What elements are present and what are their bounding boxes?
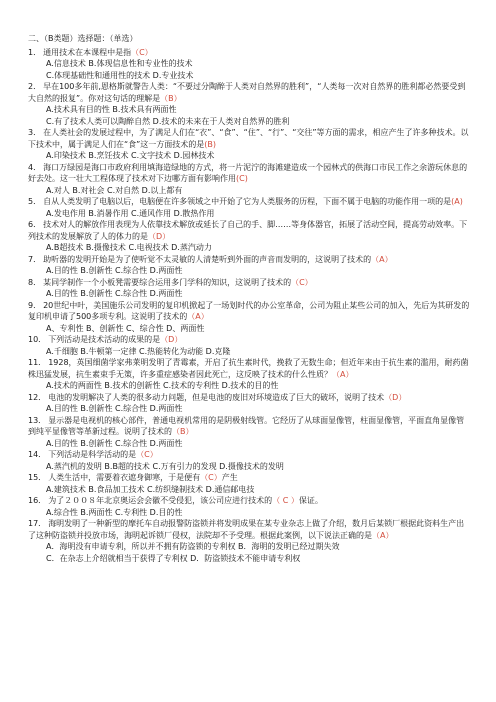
option-line: C.体现基础性和通用性的技术 D.专业技术 [46, 70, 194, 80]
answer-mark: （B） [160, 93, 182, 103]
question-stem [28, 518, 472, 541]
question-number: 12． [28, 392, 47, 402]
question-text: 20世纪中叶，美国施乐公司发明的复印机掀起了一场划时代的办公室革命，公司为阻止某些公司的加入，先后为其研发的复印机申请了500多项专利。这说明了技术的 [28, 300, 470, 321]
question-number: 17． [28, 519, 47, 528]
question-stem [28, 127, 472, 150]
answer-mark: （C） [200, 473, 222, 482]
question-number: 5． [28, 197, 42, 206]
question-stem [28, 472, 472, 484]
option-line: A.蒸汽机的发明 B.B超的技术 C.万有引力的发现 D.摄像技术的发明 [46, 461, 284, 471]
answer-mark: （A） [371, 254, 393, 264]
question-stem [28, 254, 472, 266]
answer-mark: （ C ） [272, 496, 299, 505]
question-number: 13． [28, 415, 47, 425]
question-number: 7． [28, 254, 42, 264]
option-line: A.印染技术 B.烹饪技术 C.文字技术 D.园林技术 [46, 151, 215, 160]
question-text: 技术对人的解放作用表现为人依靠技术解放或延长了自己的手、脚……等身体器官，拓展了活动空间，提高劳动效率。下列技术的发展解放了人的体力的是 [28, 220, 468, 241]
question-item [28, 277, 472, 300]
answer-mark: (B) [204, 139, 217, 149]
question-stem [28, 495, 472, 507]
question-text: 为了２００８年北京奥运会会徽不受侵犯，该公司应进行技术的 [48, 496, 273, 505]
question-item [28, 196, 472, 219]
question-number: 10． [28, 335, 47, 344]
question-item [28, 415, 472, 450]
question-number: 11． [28, 358, 47, 367]
question-number: 15． [28, 473, 47, 482]
question-item [28, 495, 472, 518]
question-stem [28, 219, 472, 242]
question-text: 1928，英国细菌学家弗莱明发明了青霉素，开启了抗生素时代，挽救了无数生命；但近年来由于抗生素的滥用，耐药菌株迅猛发展，抗生素束手无策，许多重症感染者因此死亡，这反映了技术的什么性质？ [28, 358, 469, 379]
question-text: 助听器的发明开始是为了使听觉不太灵敏的人清楚听到外面的声音而发明的，这说明了技术的 [43, 254, 372, 264]
question-item [28, 81, 472, 127]
question-text: 海明发明了一种新型的摩托车自动报警防盗锁并将发明成果在某专业杂志上做了介绍，数月后某锁厂根据此资料生产出了这种防盗锁并投放市场，海明起诉锁厂侵权，法院却不予受理。根据此案例，以下说法正确的是 [28, 519, 465, 540]
question-text: 海口万绿园是海口市政府利用填海造绿地的方式，将一片泥泞的海滩建造成一个园林式的供海口市民工作之余游玩休息的好去处。这一壮大工程体现了技术对下边哪方面有影响作用 [28, 162, 468, 183]
question-text-tail: 产生 [221, 473, 238, 482]
question-stem [28, 162, 472, 185]
question-item [28, 449, 472, 472]
question-number: 2． [28, 82, 42, 91]
question-item [28, 254, 472, 277]
question-stem [28, 81, 472, 104]
answer-mark: (C) [236, 174, 248, 183]
question-number: 14． [28, 450, 47, 459]
answer-mark: （A） [372, 530, 394, 540]
question-item [28, 300, 472, 335]
question-text: 某同学制作一个小板凳需要综合运用多门学科的知识，这说明了技术的 [43, 277, 292, 287]
question-stem [28, 357, 472, 380]
question-number: 8． [28, 277, 42, 287]
question-item [28, 162, 472, 197]
question-text: 自从人类发明了电脑以后，电脑便在许多领域之中开始了它为人类服务的历程，下面不属于电脑的功能作用一项的是 [43, 197, 452, 206]
answer-mark: （D） [148, 231, 171, 241]
question-number: 3． [28, 128, 42, 137]
question-text: 下列活动是技术活动的成果的是 [48, 335, 161, 344]
question-item [28, 334, 472, 357]
question-text: 人类生活中，需要着衣遮身御寒，于是便有 [48, 473, 201, 482]
question-item [28, 47, 472, 82]
question-text: 通用技术在本课程中是指 [43, 47, 132, 57]
answer-mark: （A） [332, 369, 354, 379]
question-stem [28, 277, 472, 289]
question-stem [28, 196, 472, 208]
question-number: 4． [28, 162, 42, 172]
question-number: 6． [28, 220, 42, 229]
question-text: 下列活动是科学活动的是 [48, 450, 137, 459]
question-stem [28, 300, 472, 323]
option-line: C.有了技术人类可以陶醉自然 D.技术的未来在于人类对自然界的胜利 [46, 116, 290, 126]
question-stem [28, 392, 472, 404]
question-item [28, 357, 472, 392]
question-text: 电池的发明解决了人类的很多动力问题，但是电池的废旧对环境造成了巨大的破坏，说明了技术 [48, 392, 385, 402]
answer-mark: （D） [384, 392, 407, 402]
option-line: A.目的性 B.创新性 C.综合性 D.两面性 [46, 266, 183, 275]
section-title: 二、（B类题）选择题：（单选） [28, 34, 138, 43]
option-line: A.千细胞 B.牛顿第一定律 C.热能转化为动能 D.克隆 [46, 346, 231, 356]
question-stem [28, 415, 472, 438]
answer-mark: （C） [136, 450, 158, 459]
option-line: A.对人 B.对社会 C.对自然 D.以上都有 [46, 185, 183, 195]
question-item [28, 518, 472, 564]
question-number: 9． [28, 300, 42, 310]
option-line: A.技术具有目的性 B.技术具有两面性 [46, 105, 177, 114]
answer-mark: （D） [160, 335, 183, 344]
question-text-tail: 保证。 [298, 496, 323, 505]
question-text: 显示器是电视机的核心部件，普通电视机常用的是阴极射线管。它经历了从球面显像管，柱面显像管，平面直角显像管到纯平显像管等革新过程。说明了技术的 [28, 415, 465, 436]
question-item [28, 219, 472, 254]
option-line: A.目的性 B.创新性 C.综合性 D.两面性 [46, 404, 183, 413]
question-list [28, 47, 472, 565]
question-number: 1． [28, 47, 42, 57]
answer-mark: （C） [131, 47, 153, 57]
answer-mark: （B） [172, 427, 194, 436]
option-line: A.建筑技术 B.食品加工技术 C.纺织缝制技术 D.通信邮电技 [46, 484, 255, 494]
option-line: A.综合性 B.两面性 C.专利性 D.目的性 [46, 507, 183, 517]
option-line: A.目的性 B.创新性 C.综合性 D.两面性 [46, 438, 183, 448]
question-stem [28, 449, 472, 461]
option-line: A.B超技术 B.摄像技术 C.电视技术 D.蒸汽动力 [46, 243, 212, 252]
option-line: C．在杂志上介绍就相当于获得了专利权 D．防盗锁技术不能申请专利权 [46, 553, 301, 563]
question-item [28, 392, 472, 415]
answer-mark: （C） [291, 277, 313, 287]
answer-mark: （A） [187, 312, 209, 321]
option-line: A.信息技术 B.体现信息性和专业性的技术 [46, 59, 193, 68]
question-stem [28, 334, 472, 346]
option-line: A.技术的两面性 B.技术的创新性 C.技术的专利性 D.技术的目的性 [46, 381, 279, 390]
question-stem [28, 47, 472, 59]
option-line: A.目的性 B.创新性 C.综合性 D.两面性 [46, 289, 183, 298]
question-item [28, 127, 472, 162]
option-line: A、专利性 B、创新性 C、综合性 D、两面性 [46, 323, 205, 333]
question-text: 在人类社会的发展过程中，为了满足人们在“衣”、“食”、“住”、“行”、“交往”等方面的需求，相应产生了许多种技术。以下技术中，属于满足人们在“食”这一方面技术的是 [28, 128, 469, 149]
option-line: A.发电作用 B.消暑作用 C.通风作用 D.散热作用 [46, 208, 215, 218]
question-number: 16． [28, 496, 47, 505]
answer-mark: (A) [451, 197, 463, 206]
question-text: 早在100多年前,恩格斯就警告人类：“不要过分陶醉于人类对自然界的胜利”，“人类每一次对自然界的胜利都必然要受到大自然的报复”。你对这句话的理解是 [28, 82, 466, 103]
option-line: A．海明没有申请专利，所以并不拥有防盗锁的专利权 B．海明的发明已经过期失效 [46, 542, 340, 551]
question-item [28, 472, 472, 495]
